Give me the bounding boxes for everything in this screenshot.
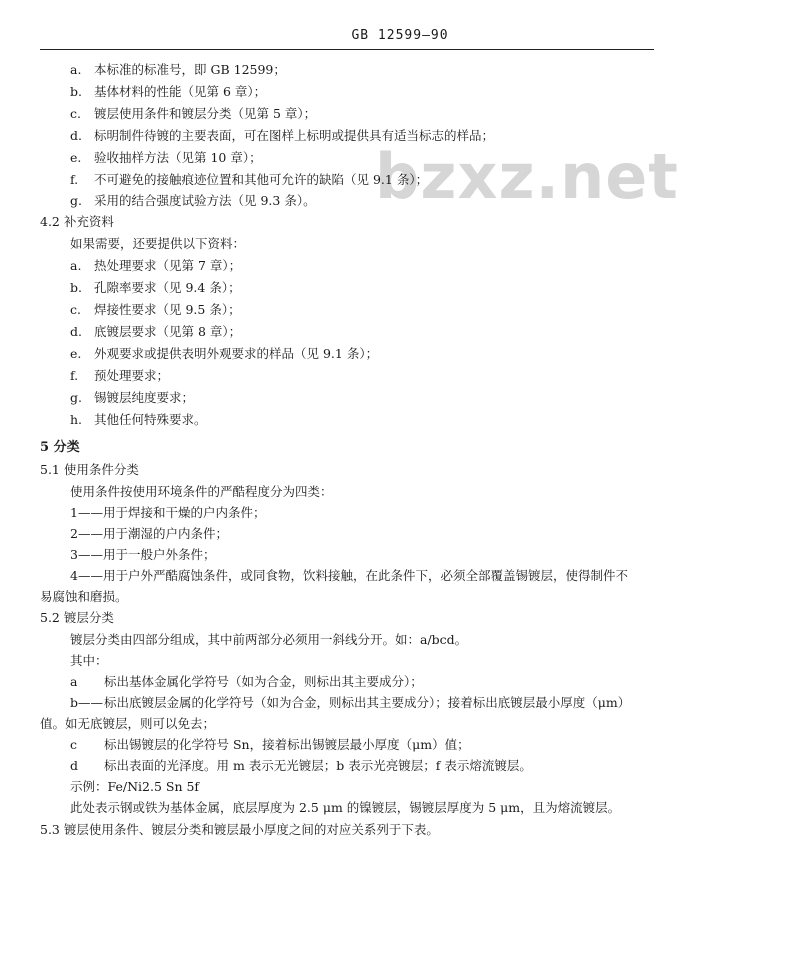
- list-text: 底镀层要求（见第 8 章）；: [94, 324, 242, 339]
- list-marker: g.: [70, 193, 82, 208]
- list-text: 标明制件待镀的主要表面，可在图样上标明或提供具有适当标志的样品；: [94, 128, 495, 143]
- list-text: 焊接性要求（见 9.5 条）；: [94, 302, 241, 317]
- page-header-code: GB 12599—90: [351, 28, 449, 43]
- definition-marker: b——: [70, 695, 104, 710]
- list-marker: a.: [70, 258, 82, 273]
- list-text: 验收抽样方法（见第 10 章）；: [94, 150, 262, 165]
- definition-marker: a: [70, 674, 78, 689]
- list-marker: c.: [70, 106, 81, 121]
- definition-text: 标出基体金属化学符号（如为合金，则标出其主要成分）；: [104, 674, 423, 689]
- list-text: 采用的结合强度试验方法（见 9.3 条）。: [94, 193, 316, 208]
- list-marker: e.: [70, 150, 82, 165]
- list-marker: g.: [70, 390, 82, 405]
- header-rule: [40, 49, 654, 50]
- list-marker: b.: [70, 280, 82, 295]
- definition-line-continued: 值。如无底镀层，则可以免去；: [40, 716, 216, 731]
- definition-marker: c: [70, 737, 78, 752]
- condition-line: 2——用于潮湿的户内条件；: [70, 526, 228, 541]
- list-text: 镀层使用条件和镀层分类（见第 5 章）；: [94, 106, 317, 121]
- definition-marker: d: [70, 758, 79, 773]
- condition-line: 3——用于一般户外条件；: [70, 547, 216, 562]
- section-heading-5: 5 分类: [40, 440, 80, 455]
- example-explanation: 此处表示钢或铁为基体金属，底层厚度为 2.5 μm 的镍镀层，锡镀层厚度为 5 μm，且为熔流镀层。: [70, 800, 621, 815]
- list-marker: c.: [70, 302, 81, 317]
- condition-line-continued: 易腐蚀和磨损。: [40, 589, 128, 604]
- where-label: 其中：: [70, 653, 108, 668]
- list-text: 不可避免的接触痕迹位置和其他可允许的缺陷（见 9.1 条）；: [94, 172, 429, 187]
- section-intro: 如果需要，还要提供以下资料：: [70, 236, 246, 251]
- list-marker: f.: [70, 368, 79, 383]
- section-heading-5-2: 5.2 镀层分类: [40, 610, 114, 625]
- list-text: 其他任何特殊要求。: [94, 412, 207, 427]
- list-marker: b.: [70, 84, 82, 99]
- list-marker: f.: [70, 172, 79, 187]
- section-intro: 使用条件按使用环境条件的严酷程度分为四类：: [70, 484, 333, 499]
- definition-text: 标出锡镀层的化学符号 Sn，接着标出锡镀层最小厚度（μm）值；: [104, 737, 470, 752]
- condition-line: 4——用于户外严酷腐蚀条件，或同食物，饮料接触，在此条件下，必须全部覆盖锡镀层，使得制件不: [70, 568, 628, 583]
- section-intro: 镀层分类由四部分组成，其中前两部分必须用一斜线分开。如：a/bcd。: [70, 632, 468, 647]
- list-marker: d.: [70, 324, 82, 339]
- list-marker: e.: [70, 346, 82, 361]
- list-text: 锡镀层纯度要求；: [94, 390, 195, 405]
- section-heading-5-1: 5.1 使用条件分类: [40, 462, 139, 477]
- list-marker: d.: [70, 128, 82, 143]
- list-text: 孔隙率要求（见 9.4 条）；: [94, 280, 241, 295]
- watermark-logo: bzxz.net: [375, 140, 679, 213]
- list-text: 预处理要求；: [94, 368, 170, 383]
- section-heading-4-2: 4.2 补充资料: [40, 214, 114, 229]
- list-text: 本标准的标准号，即 GB 12599；: [94, 62, 286, 77]
- section-heading-5-3: 5.3 镀层使用条件、镀层分类和镀层最小厚度之间的对应关系列于下表。: [40, 822, 439, 837]
- example-line: 示例：Fe/Ni2.5 Sn 5f: [70, 779, 200, 794]
- condition-line: 1——用于焊接和干燥的户内条件；: [70, 505, 266, 520]
- list-text: 基体材料的性能（见第 6 章）；: [94, 84, 267, 99]
- definition-text: 标出底镀层金属的化学符号（如为合金，则标出其主要成分）；接着标出底镀层最小厚度（μm）: [104, 695, 631, 710]
- list-text: 热处理要求（见第 7 章）；: [94, 258, 242, 273]
- list-marker: a.: [70, 62, 82, 77]
- list-text: 外观要求或提供表明外观要求的样品（见 9.1 条）；: [94, 346, 379, 361]
- list-marker: h.: [70, 412, 83, 427]
- definition-text: 标出表面的光泽度。用 m 表示无光镀层；b 表示光亮镀层；f 表示熔流镀层。: [104, 758, 532, 773]
